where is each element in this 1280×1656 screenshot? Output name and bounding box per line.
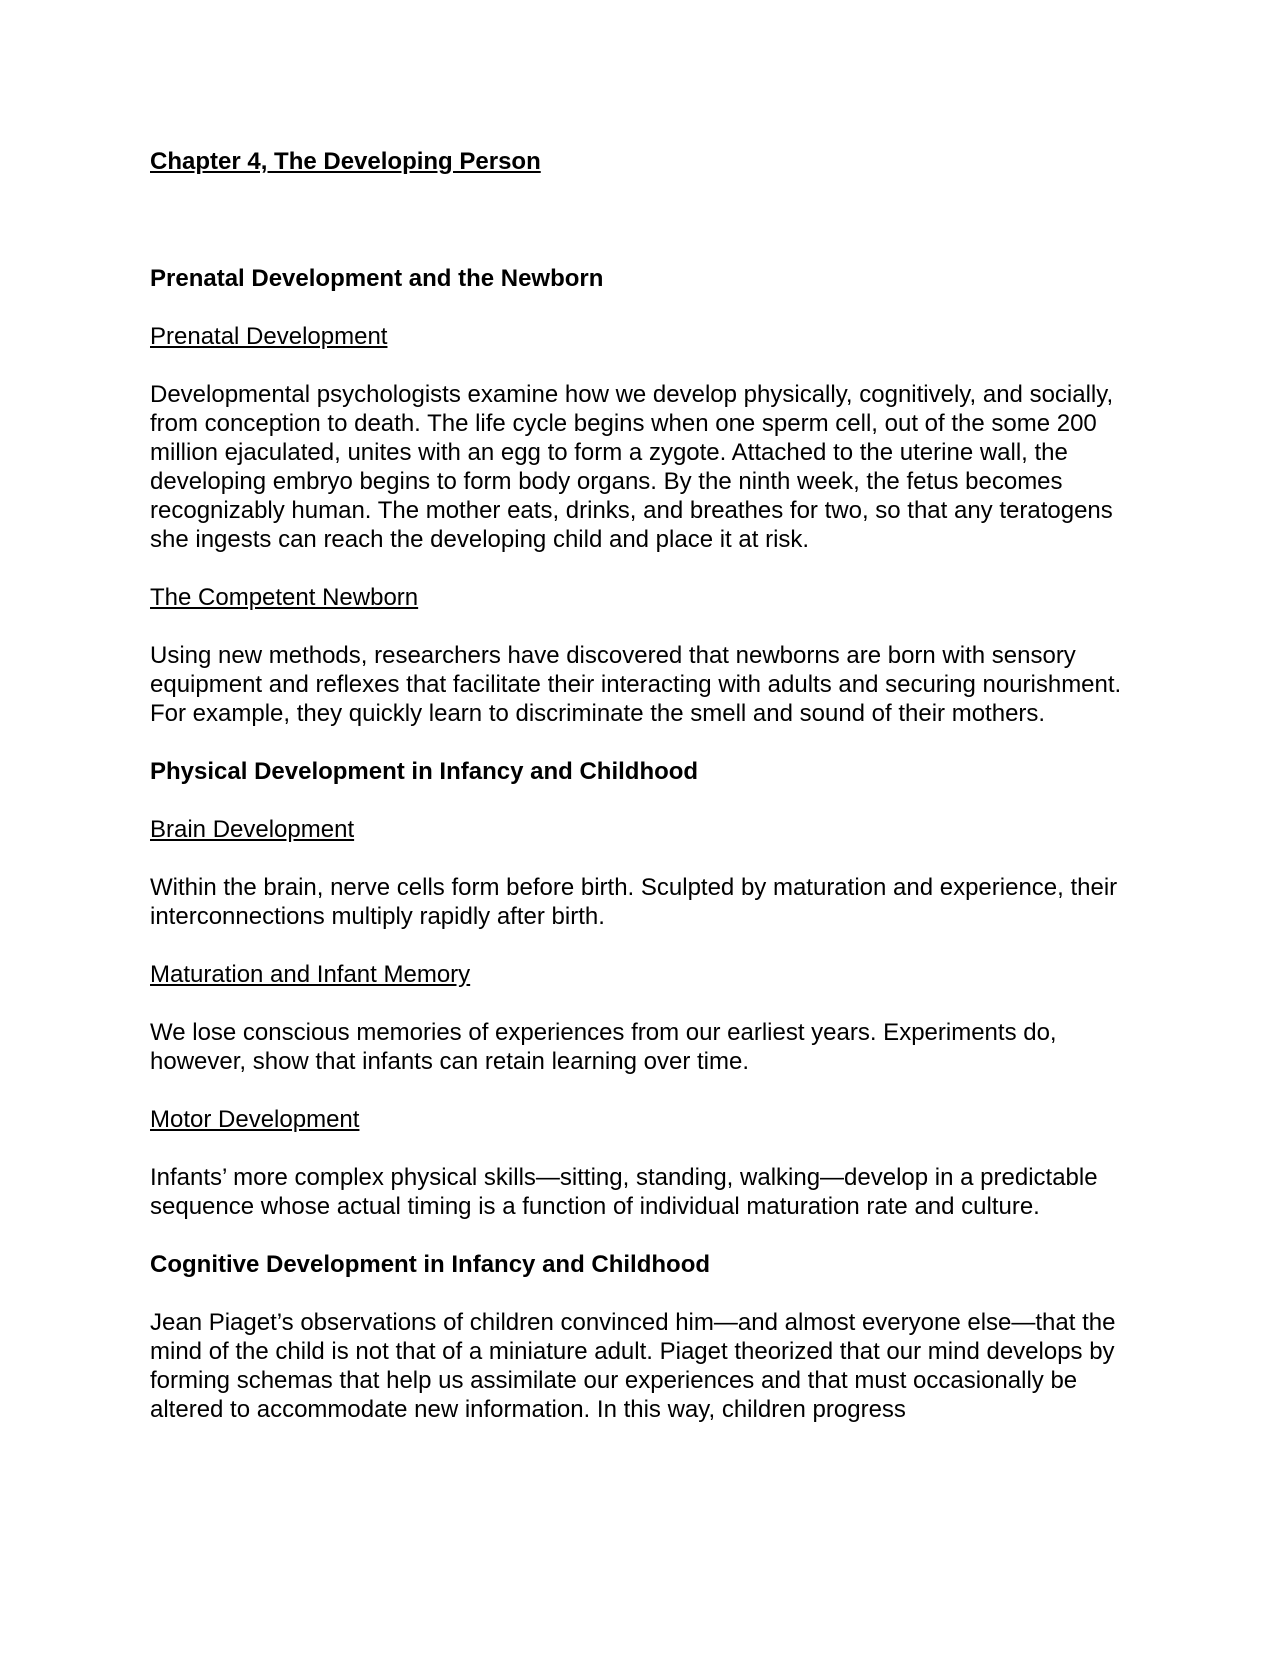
- section-heading-physical-development: Physical Development in Infancy and Childhood: [150, 758, 699, 785]
- spacer: [150, 177, 1130, 264]
- paragraph-competent-newborn: Using new methods, researchers have discovered that newborns are born with sensory equipment and reflexes that facilitate their interacting with adults and securing nourishment. For example, they quickly learn to discriminate the smell and sound of their mothers.: [150, 642, 1122, 727]
- spacer: [150, 351, 1130, 380]
- spacer: [150, 931, 1130, 960]
- paragraph-prenatal-development: Developmental psychologists examine how we develop physically, cognitively, and socially, from conception to death. The life cycle begins when one sperm cell, out of the some 200 million ejaculated, unites with an egg to form a zygote. Attached to the uterine wall, the developing embryo begins to form body organs. By the ninth week, the fetus becomes recognizably human. The mother eats, drinks, and breathes for two, so that any teratogens she ingests can reach the developing child and place it at risk.: [150, 381, 1114, 553]
- spacer: [150, 1134, 1130, 1163]
- spacer: [150, 1279, 1130, 1308]
- section-heading-prenatal: Prenatal Development and the Newborn: [150, 265, 604, 292]
- spacer: [150, 1076, 1130, 1105]
- spacer: [150, 844, 1130, 873]
- section-heading-cognitive-development: Cognitive Development in Infancy and Childhood: [150, 1251, 711, 1278]
- subheading-motor-development: Motor Development: [150, 1106, 360, 1133]
- subheading-prenatal-development: Prenatal Development: [150, 323, 388, 350]
- spacer: [150, 293, 1130, 322]
- subheading-competent-newborn: The Competent Newborn: [150, 584, 419, 611]
- spacer: [150, 786, 1130, 815]
- paragraph-maturation-infant-memory: We lose conscious memories of experiences from our earliest years. Experiments do, however, show that infants can retain learning over time.: [150, 1019, 1057, 1075]
- spacer: [150, 1221, 1130, 1250]
- paragraph-brain-development: Within the brain, nerve cells form before birth. Sculpted by maturation and experience, their interconnections multiply rapidly after birth.: [150, 874, 1118, 930]
- spacer: [150, 728, 1130, 757]
- spacer: [150, 989, 1130, 1018]
- subheading-brain-development: Brain Development: [150, 816, 355, 843]
- document-title: Chapter 4, The Developing Person: [150, 148, 541, 175]
- spacer: [150, 554, 1130, 583]
- paragraph-cognitive-development: Jean Piaget’s observations of children convinced him—and almost everyone else—that the mind of the child is not that of a miniature adult. Piaget theorized that our mind develops by forming schemas that help us assimilate our experiences and that must occasionally be altered to accommodate new information. In this way, children progress: [150, 1309, 1116, 1423]
- paragraph-motor-development: Infants’ more complex physical skills—sitting, standing, walking—develop in a predictable sequence whose actual timing is a function of individual maturation rate and culture.: [150, 1164, 1098, 1220]
- spacer: [150, 612, 1130, 641]
- subheading-maturation-infant-memory: Maturation and Infant Memory: [150, 961, 471, 988]
